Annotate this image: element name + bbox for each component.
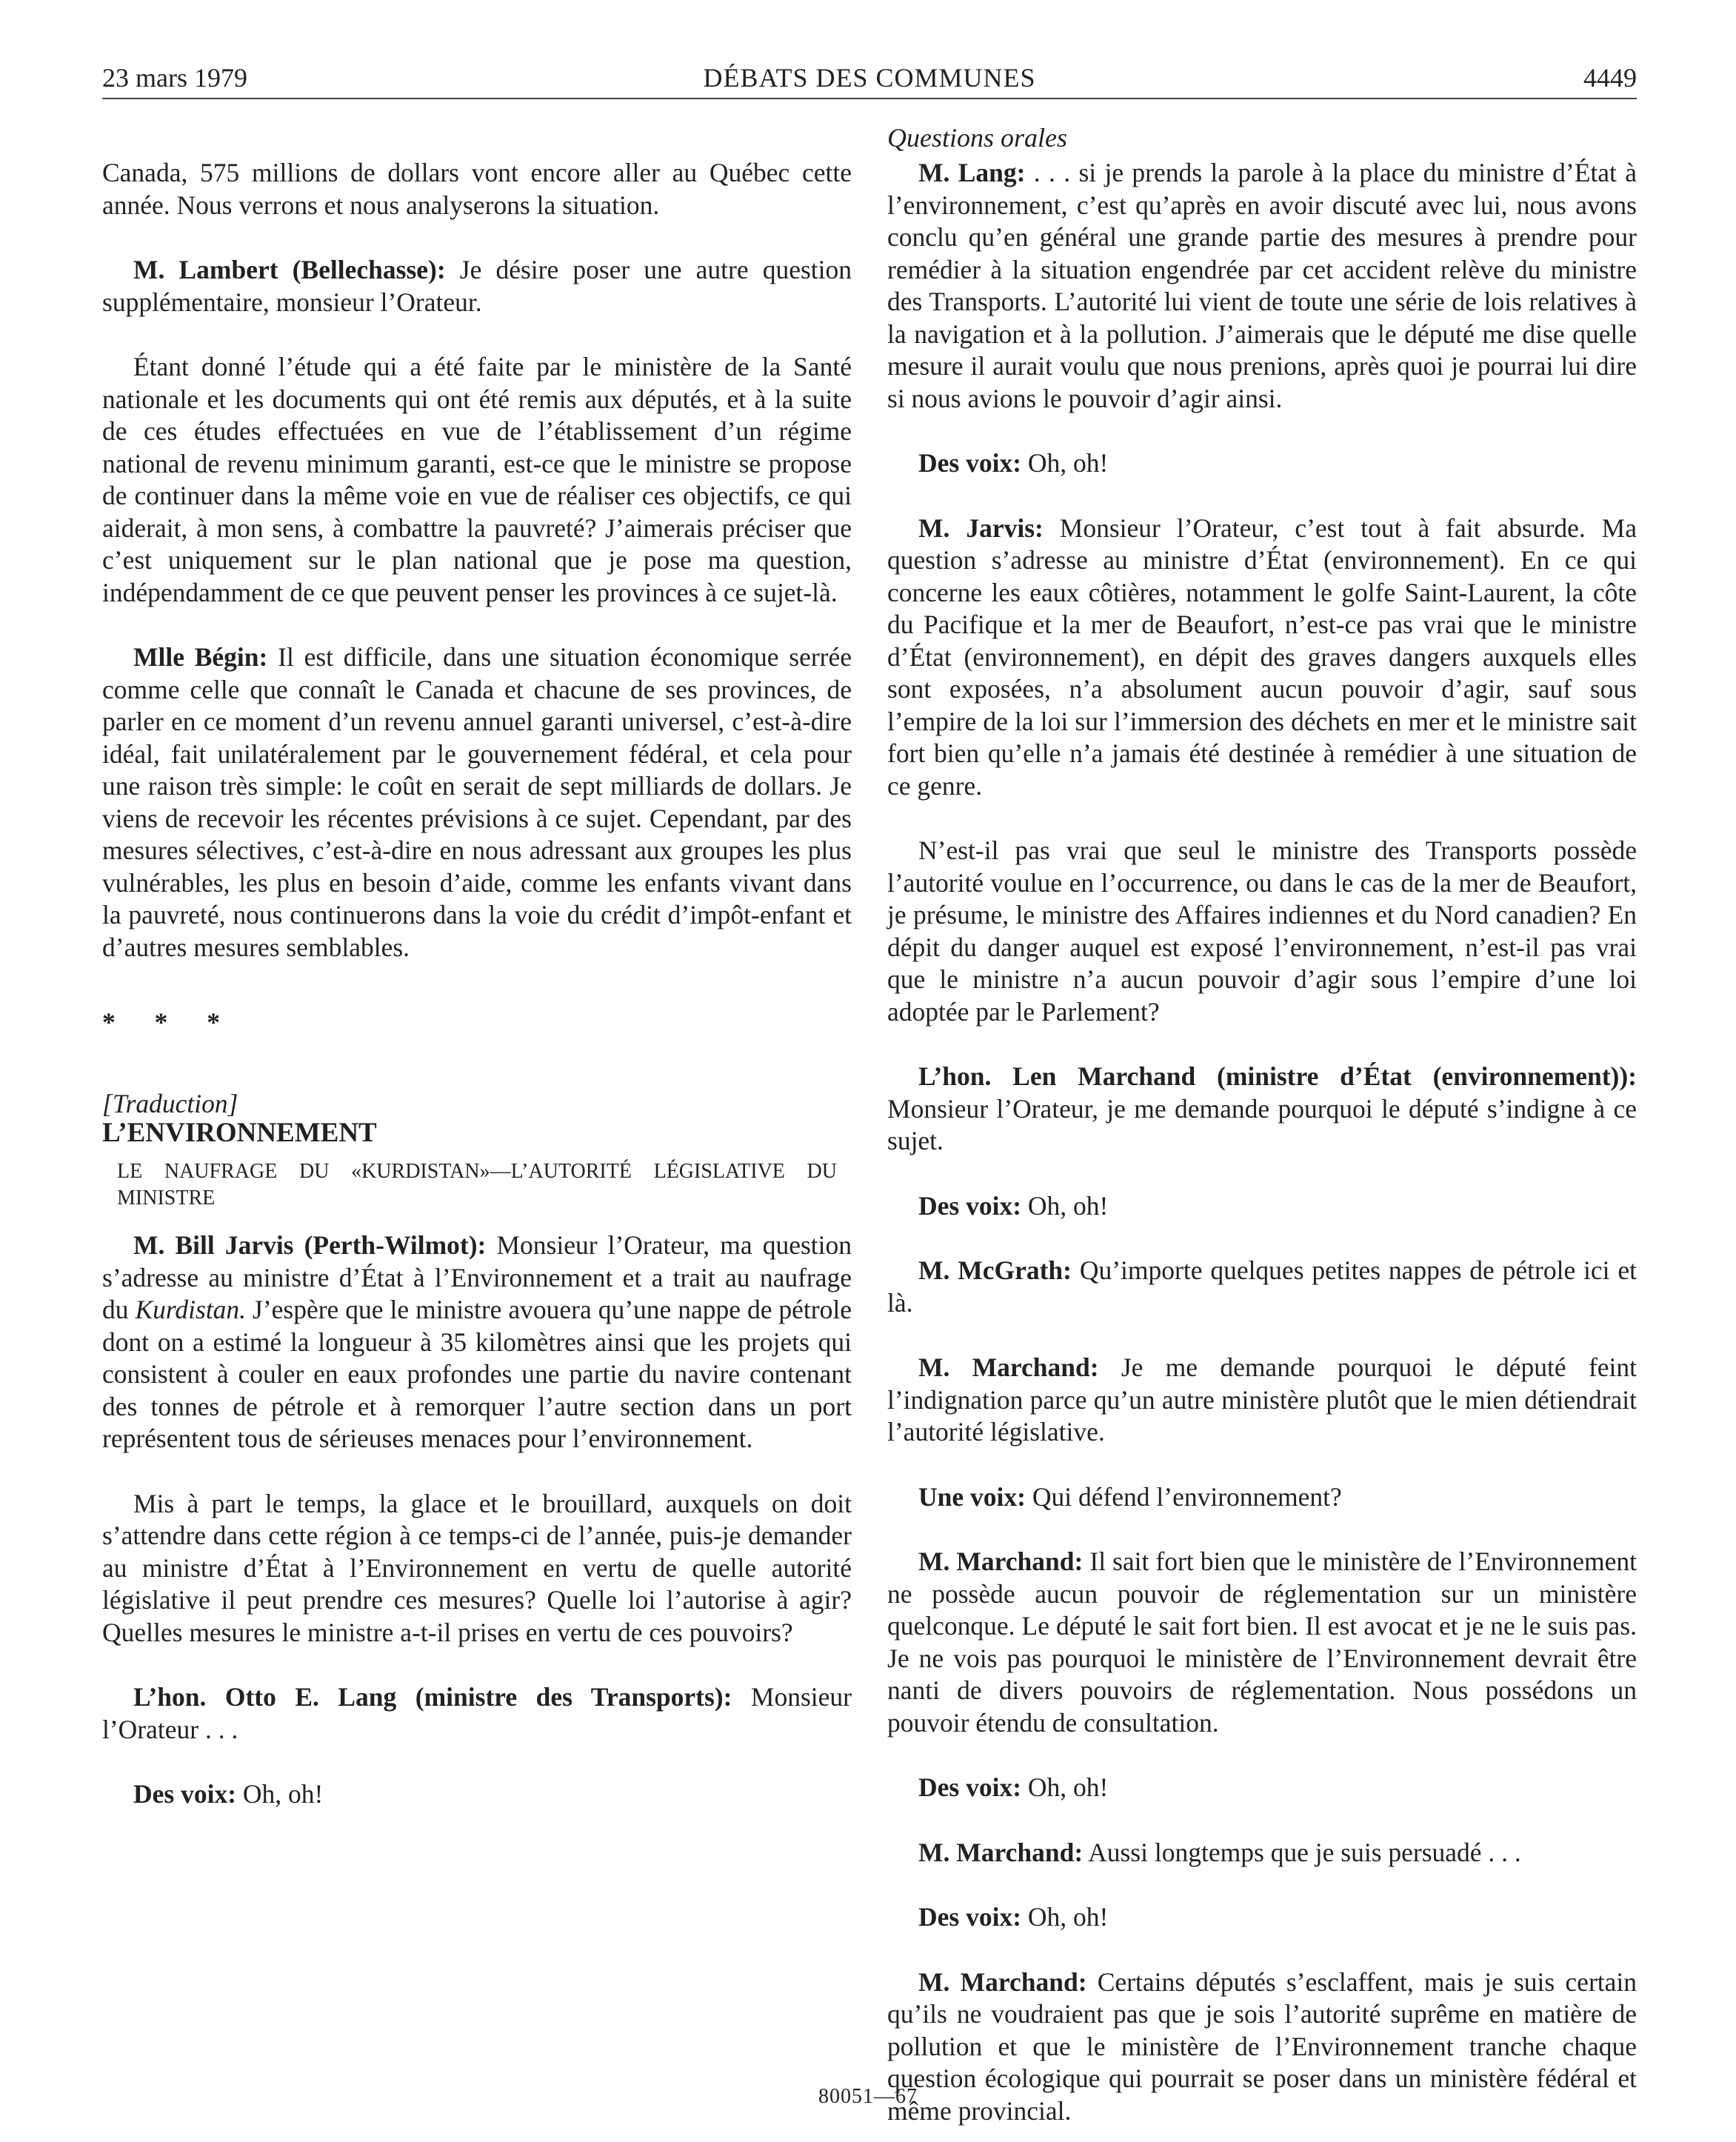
speech-paragraph [887, 1481, 1637, 1514]
speaker-name: Une voix: [918, 1481, 1026, 1512]
speech-paragraph [887, 1190, 1637, 1223]
speaker-name: Des voix: [918, 448, 1022, 478]
speech-text: Il sait fort bien que le ministère de l’Environnement ne possède aucun pouvoir de réglementation sur un ministère quelconque. Le député le sait fort bien. Il est avocat et je ne le suis pas. Je ne vois pas pourquoi le ministère de l’Environnement devrait être nanti de divers pouvoirs de réglementation. Nous possédons un pouvoir étendu de consultation. [887, 1547, 1637, 1738]
speech-paragraph [887, 1255, 1637, 1319]
speech-paragraph [102, 1681, 852, 1746]
speech-paragraph [887, 513, 1637, 803]
running-title: Questions orales [887, 123, 1067, 153]
section-subheading: LE NAUFRAGE DU «KURDISTAN»—L’AUTORITÉ LÉGISLATIVE DU MINISTRE [117, 1160, 837, 1210]
paragraph: Mis à part le temps, la glace et le brouillard, auxquels on doit s’attendre dans cette région à ce temps-ci de l’année, puis-je demander au ministre d’État à l’Environnement en vertu de quelle autorité législative il peut prendre ces mesures? Quelle loi l’autorise à agir? Quelles mesures le ministre a-t-il prises en vertu de ces pouvoirs? [102, 1488, 852, 1647]
speaker-name: M. Jarvis: [918, 513, 1044, 543]
speech-text: Monsieur l’Orateur . . . [102, 1682, 852, 1744]
speech-paragraph [887, 1772, 1637, 1804]
speech-text: Monsieur l’Orateur, ma question s’adresse au ministre d’État à l’Environnement et a trait au naufrage du [102, 1230, 852, 1324]
page-header [102, 59, 1637, 96]
speech-paragraph [887, 1352, 1637, 1449]
speaker-name: M. Marchand: [918, 1352, 1099, 1382]
speaker-name: M. Lambert (Bellechasse): [133, 255, 446, 284]
speech-paragraph [887, 1546, 1637, 1739]
speech-text: Oh, oh! [236, 1779, 324, 1809]
speaker-name: Mlle Bégin: [133, 642, 268, 672]
speaker-name: M. Marchand: [918, 1966, 1087, 1997]
speech-paragraph [887, 1061, 1637, 1158]
speech-text: Oh, oh! [1021, 448, 1109, 478]
speech-paragraph [887, 157, 1637, 415]
right-column [887, 104, 1637, 2127]
speaker-name: M. Bill Jarvis (Perth-Wilmot): [133, 1230, 487, 1260]
paragraph: Étant donné l’étude qui a été faite par le ministère de la Santé nationale et les documents qui ont été remis aux députés, et à la suite de ces études effectuées en vue de l’établissement d’un régime national de revenu minimum garanti, est-ce que le ministre se propose de continuer dans la même voie en vue de réaliser ces objectifs, ce qui aiderait, à mon sens, à combattre la pauvreté? J’aimerais préciser que c’est uniquement sur le plan national que je pose ma question, indépendamment de ce que peuvent penser les provinces à ce sujet-là. [102, 352, 852, 607]
section-heading: L’ENVIRONNEMENT [102, 1118, 377, 1148]
speech-text: . . . si je prends la parole à la place du ministre d’État à l’environnement, c’est qu’après en avoir discuté avec lui, nous avons conclu qu’en général une grande partie des mesures à prendre pour remédier à la situation engendrée par cet accident relève du ministre des Transports. L’autorité lui vient de toute une série de lois relatives à la navigation et à la pollution. J’aimerais que le député me dise quelle mesure il aurait voulu que nous prenions, après quoi je pourrai lui dire si nous avions le pouvoir d’agir ainsi. [887, 158, 1637, 413]
header-page-number: 4449 [1583, 63, 1637, 93]
speech-paragraph [102, 641, 852, 964]
speech-paragraph [102, 1778, 852, 1811]
speech-text: Je me demande pourquoi le député feint l’indignation parce qu’un autre ministère plutôt que le mien détiendrait l’autorité législative. [887, 1352, 1637, 1447]
left-column [102, 104, 852, 1811]
header-rule [102, 98, 1637, 99]
speaker-name: Des voix: [133, 1779, 237, 1809]
speech-text: J’espère que le ministre avouera qu’une nappe de pétrole dont on a estimé la longueur à 35 kilomètres ainsi que les projets qui consistent à couler en eaux profondes une partie du navire contenant des tonnes de pétrole et à remorquer l’autre section dans un port représentent tous de sérieuses menaces pour l’environnement. [102, 1295, 852, 1453]
speech-paragraph [887, 447, 1637, 480]
speech-text: Il est difficile, dans une situation économique serrée comme celle que connaît le Canada et chacune de ses provinces, de parler en ce moment d’un revenu annuel garanti universel, c’est-à-dire idéal, fait unilatéralement par le gouvernement fédéral, et cela pour une raison très simple: le coût en serait de sept milliards de dollars. Je viens de recevoir les récentes prévisions à ce sujet. Cependant, par des mesures sélectives, c’est-à-dire en nous adressant aux groupes les plus vulnérables, les plus en besoin d’aide, comme les enfants vivant dans la pauvreté, nous continuerons dans la voie du crédit d’impôt-enfant et d’autres mesures semblables. [102, 642, 852, 962]
speaker-name: Des voix: [918, 1772, 1022, 1802]
speech-text: Je désire poser une autre question supplémentaire, monsieur l’Orateur. [102, 255, 852, 317]
ship-name: Kurdistan. [135, 1295, 247, 1324]
section-separator: * * * [102, 1007, 236, 1037]
speech-text: Monsieur l’Orateur, je me demande pourquoi le député s’indigne à ce sujet. [887, 1093, 1637, 1155]
header-date: 23 mars 1979 [102, 63, 247, 93]
speech-text: Certains députés s’esclaffent, mais je suis certain qu’ils ne voudraient pas que je sois l’autorité suprême en matière de pollution et que le ministère de l’Environnement tranche chaque question écologique qui pourrait se poser dans un ministère fédéral et même provincial. [887, 1966, 1637, 2126]
page-footer-code: 80051—67 [818, 2085, 918, 2108]
speech-text: Oh, oh! [1021, 1772, 1109, 1802]
speaker-name: L’hon. Otto E. Lang (ministre des Transports): [133, 1682, 732, 1712]
speech-paragraph [887, 1901, 1637, 1934]
speech-text: Oh, oh! [1021, 1902, 1109, 1932]
speaker-name: M. McGrath: [918, 1255, 1072, 1285]
speaker-name: Des voix: [918, 1902, 1022, 1932]
speech-text: Qu’importe quelques petites nappes de pétrole ici et là. [887, 1255, 1637, 1318]
speaker-name: Des voix: [918, 1190, 1022, 1221]
speaker-name: M. Marchand: [918, 1547, 1084, 1576]
speaker-name: L’hon. Len Marchand (ministre d’État (environnement)): [918, 1061, 1637, 1091]
speech-paragraph [887, 1837, 1637, 1869]
speech-text: Aussi longtemps que je suis persuadé . . . [1083, 1837, 1521, 1867]
header-title: DÉBATS DES COMMUNES [703, 63, 1036, 93]
speech-paragraph [102, 1230, 852, 1455]
speech-text: Monsieur l’Orateur, c’est tout à fait absurde. Ma question s’adresse au ministre d’État (environnement). En ce qui concerne les eaux côtières, notamment le golfe Saint-Laurent, la côte du Pacifique et la mer de Beaufort, n’est-ce pas vrai que le ministre d’État (environnement), en dépit des graves dangers auxquels elles sont exposées, n’a absolument aucun pouvoir d’agir, sauf sous l’empire de la loi sur l’immersion des déchets en mer et le ministre sait fort bien qu’elle n’a jamais été destinée à remédier à une situation de ce genre. [887, 513, 1637, 801]
translation-note: [Traduction] [102, 1088, 238, 1118]
speech-text: Oh, oh! [1021, 1190, 1109, 1221]
speaker-name: M. Marchand: [918, 1837, 1084, 1867]
speech-text: Qui défend l’environnement? [1025, 1481, 1342, 1512]
paragraph: N’est-il pas vrai que seul le ministre des Transports possède l’autorité voulue en l’occurrence, ou dans le cas de la mer de Beaufort, je présume, le ministre des Affaires indiennes et du Nord canadien? En dépit du danger auquel est exposé l’environnement, n’est-il pas vrai que le ministre n’a aucun pouvoir d’agir sous l’empire d’une loi adoptée par le Parlement? [887, 835, 1637, 1027]
speech-paragraph [102, 254, 852, 318]
paragraph: Canada, 575 millions de dollars vont encore aller au Québec cette année. Nous verrons et nous analyserons la situation. [102, 158, 852, 220]
speaker-name: M. Lang: [918, 158, 1026, 187]
